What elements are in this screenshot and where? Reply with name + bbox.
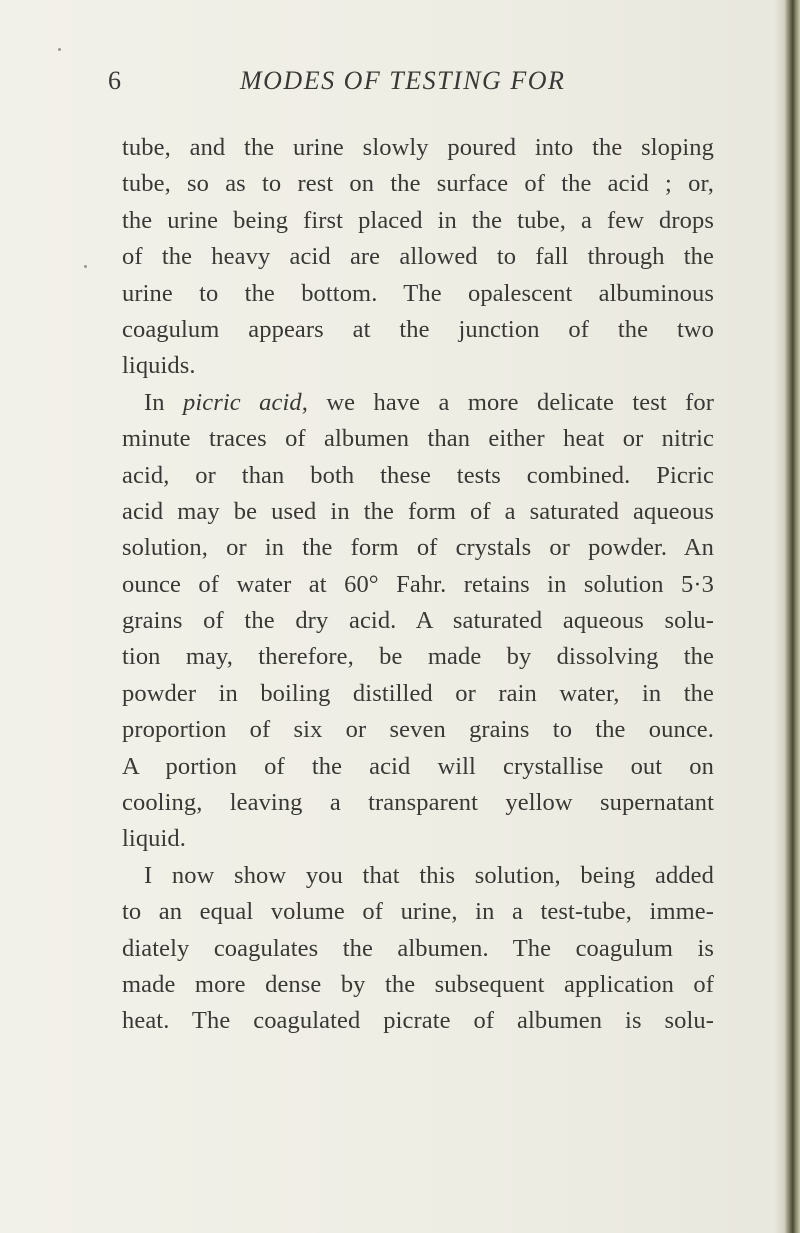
text-run: we have a more delicate test for — [307, 388, 714, 416]
text-line: tion may, therefore, be made by dissolving the — [122, 643, 714, 671]
text-line: minute traces of albumen than either heat or nitric — [122, 425, 714, 453]
text-line: solution, or in the form of crystals or powder. An — [122, 534, 714, 562]
text-line: liquids. — [122, 352, 196, 380]
paragraph-start-line: I now show you that this solution, being added — [144, 861, 714, 889]
page-number: 6 — [108, 66, 121, 95]
text-line: cooling, leaving a transparent yellow supernatant — [122, 789, 714, 817]
text-line: heat. The coagulated picrate of albumen is solu- — [122, 1007, 714, 1035]
text-line: to an equal volume of urine, in a test-tube, imme- — [122, 898, 714, 926]
text-line: liquid. — [122, 825, 186, 853]
text-line: proportion of six or seven grains to the ounce. — [122, 716, 714, 744]
text-run: In — [144, 388, 183, 416]
text-line: ounce of water at 60° Fahr. retains in solution 5·3 — [122, 570, 714, 598]
text-line: acid may be used in the form of a saturated aqueous — [122, 497, 714, 525]
text-line: acid, or than both these tests combined. Picric — [122, 461, 714, 489]
page-edge-shadow — [774, 0, 784, 1233]
text-line: urine to the bottom. The opalescent albuminous — [122, 279, 714, 307]
text-line: of the heavy acid are allowed to fall through the — [122, 243, 714, 271]
running-head: MODES OF TESTING FOR — [240, 66, 566, 95]
text-line: powder in boiling distilled or rain water, in the — [122, 679, 714, 707]
text-line: the urine being first placed in the tube, a few drops — [122, 206, 714, 234]
text-line: coagulum appears at the junction of the two — [122, 315, 714, 343]
page-header — [0, 66, 780, 102]
text-line: tube, so as to rest on the surface of the acid ; or, — [122, 170, 714, 198]
text-line: tube, and the urine slowly poured into the sloping — [122, 134, 714, 161]
body-text — [122, 130, 714, 1040]
paragraph-start-line — [122, 385, 714, 421]
page-edge — [784, 0, 800, 1233]
text-line: made more dense by the subsequent application of — [122, 970, 714, 998]
text-line: grains of the dry acid. A saturated aqueous solu- — [122, 607, 714, 635]
text-line: diately coagulates the albumen. The coagulum is — [122, 934, 714, 962]
speck — [84, 265, 87, 268]
speck — [58, 48, 61, 51]
text-line: A portion of the acid will crystallise out on — [122, 752, 714, 780]
italic-term: picric acid, — [183, 388, 308, 416]
